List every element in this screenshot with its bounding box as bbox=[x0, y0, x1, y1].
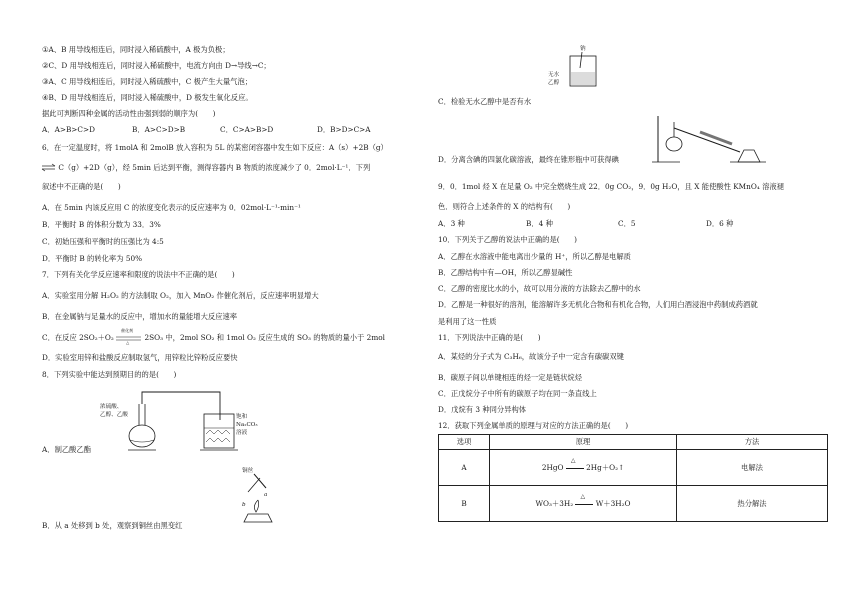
fig-label-ethanol: 乙醇 bbox=[548, 80, 560, 86]
table-row bbox=[439, 486, 828, 522]
q9-line-1: 9．0．1mol 烃 X 在足量 O₂ 中完全燃烧生成 22．0g CO₂，9．0g H₂O，且 X 能使酸性 KMnO₄ 溶液褪 bbox=[438, 182, 784, 191]
table-header-principle: 原理 bbox=[490, 435, 677, 450]
q6-option-d: D．平衡时 B 的转化率为 50% bbox=[42, 254, 143, 263]
q10-option-d-cont: 是利用了这一性质 bbox=[438, 317, 497, 326]
q9-options bbox=[438, 219, 734, 228]
q8-option-b: B．从 a 处移到 b 处，观察到铜丝由黑变红 bbox=[42, 521, 183, 530]
q5-item-1: ①A、B 用导线相连后，同时浸入稀硫酸中，A 极为负极； bbox=[42, 45, 230, 54]
reversible-arrow-icon bbox=[42, 164, 56, 172]
distillation-apparatus-figure bbox=[650, 112, 770, 164]
q8-option-d: D．分离含碘的四氯化碳溶液，最终在锥形瓶中可获得碘 bbox=[438, 155, 619, 164]
q9-option-a: A．3 种 bbox=[438, 219, 465, 228]
table-cell-principle: 2HgO △ 2Hg＋O₂↑ bbox=[490, 450, 677, 486]
table-cell-method: 热分解法 bbox=[677, 486, 828, 522]
q7-option-c: C．在反应 2SO₂＋O₂ 催化剂 △ 2SO₃ 中，2mol SO₂ 和 1mol O₂ 反应生成的 SO₃ 的物质的量小于 2mol bbox=[42, 328, 385, 345]
q11-stem: 11．下列说法中正确的是( ) bbox=[438, 333, 541, 342]
q6-line-3: 叙述中不正确的是( ) bbox=[42, 182, 121, 191]
q9-line-2: 色．则符合上述条件的 X 的结构有( ) bbox=[438, 202, 571, 211]
q5-ask: 据此可判断四种金属的活动性由强到弱的顺序为( ) bbox=[42, 109, 216, 118]
table-cell-option: B bbox=[439, 486, 490, 522]
heat-symbol: △ bbox=[570, 456, 576, 464]
q11-option-a: A．某烃的分子式为 C₃H₆，故该分子中一定含有碳碳双键 bbox=[438, 352, 624, 361]
table-header-option: 选项 bbox=[439, 435, 490, 450]
q10-option-c: C．乙醇的密度比水的小，故可以用分液的方法除去乙醇中的水 bbox=[438, 284, 641, 293]
q5-option-a: A．A>B>C>D bbox=[42, 125, 95, 134]
q9-option-d: D．6 种 bbox=[706, 219, 734, 228]
q6-option-a: A．在 5min 内该反应用 C 的浓度变化表示的反应速率为 0．02mol·L⁻¹·min⁻¹ bbox=[42, 203, 301, 212]
q12-stem: 12．获取下列金属单质的原理与对应的方法正确的是( ) bbox=[438, 421, 629, 430]
q7-stem: 7．下列有关化学反应速率和限度的说法中不正确的是( ) bbox=[42, 270, 235, 279]
q10-stem: 10．下列关于乙醇的说法中正确的是( ) bbox=[438, 235, 578, 244]
fig-label-solution: 溶液 bbox=[236, 430, 248, 436]
fig-label-saturated: 饱和 bbox=[236, 414, 248, 420]
q6-line-2: C（g）+2D（g），经 5min 后达到平衡，测得容器内 B 物质的浓度减少了 0．2mol·L⁻¹．下列 bbox=[42, 164, 370, 172]
reaction-line bbox=[575, 504, 593, 505]
q5-option-d: D．B>D>C>A bbox=[317, 125, 371, 134]
ethyl-acetate-apparatus-figure bbox=[100, 384, 258, 452]
fig-label-sodium: 钠 bbox=[580, 46, 586, 52]
copper-wire-flame-figure bbox=[224, 464, 284, 526]
q9-option-c: C．5 bbox=[618, 219, 636, 228]
q7-option-a: A．实验室用分解 H₂O₂ 的方法制取 O₂，加入 MnO₂ 作催化剂后，反应速率明显增大 bbox=[42, 291, 319, 300]
heat-symbol: △ bbox=[580, 492, 586, 500]
q6-option-c: C．初始压强和平衡时的压强比为 4:5 bbox=[42, 237, 164, 246]
table-row bbox=[439, 450, 828, 486]
q5-item-2: ②C、D 用导线相连后，同时浸入稀硫酸中，电流方向由 D→导线→C； bbox=[42, 61, 271, 70]
q11-option-d: D．戊烷有 3 种同分异构体 bbox=[438, 405, 527, 414]
q11-option-c: C．正戊烷分子中所有的碳原子均在同一条直线上 bbox=[438, 389, 597, 398]
q10-option-b: B．乙醇结构中有—OH，所以乙醇显碱性 bbox=[438, 268, 573, 277]
q8-stem: 8．下列实验中能达到预期目的的是( ) bbox=[42, 370, 177, 379]
fig-label-copper-wire: 铜丝 bbox=[242, 468, 254, 474]
q8-option-a: A．制乙酸乙酯 bbox=[42, 445, 92, 454]
table-header-method: 方法 bbox=[677, 435, 828, 450]
metal-extraction-table bbox=[438, 434, 828, 522]
q9-option-b: B．4 种 bbox=[526, 219, 553, 228]
q5-item-3: ③A、C 用导线相连后，同时浸入稀硫酸中，C 极产生大量气泡； bbox=[42, 77, 253, 86]
reaction-line bbox=[566, 468, 584, 469]
q5-item-4: ④B、D 用导线相连后，同时浸入稀硫酸中，D 极发生氧化反应。 bbox=[42, 93, 253, 102]
q8-option-c: C．检验无水乙醇中是否有水 bbox=[438, 97, 532, 106]
q5-options bbox=[42, 125, 371, 134]
fig-label-reagents-2: 乙醇、乙酸 bbox=[100, 412, 128, 418]
q6-line-1: 6．在一定温度时，将 1molA 和 2molB 放入容积为 5L 的某密闭容器中发生如下反应：A（s）+2B（g） bbox=[42, 143, 388, 152]
q11-option-b: B．碳原子间以单键相连的烃一定是链状烷烃 bbox=[438, 373, 583, 382]
q6-option-b: B．平衡时 B 的体积分数为 33．3% bbox=[42, 220, 161, 229]
q5-option-b: B．A>C>D>B bbox=[132, 125, 186, 134]
fig-label-na2co3: Na₂CO₃ bbox=[236, 422, 258, 428]
fig-label-b: b bbox=[242, 502, 246, 508]
fig-label-reagents-1: 浓硫酸、 bbox=[100, 404, 123, 410]
catalyst-equilibrium-sign: 催化剂 △ bbox=[116, 333, 142, 343]
table-cell-principle: WO₃＋3H₂ △ W＋3H₂O bbox=[490, 486, 677, 522]
q5-option-c: C．C>A>B>D bbox=[220, 125, 274, 134]
table-cell-method: 电解法 bbox=[677, 450, 828, 486]
table-cell-option: A bbox=[439, 450, 490, 486]
sodium-ethanol-figure bbox=[546, 42, 606, 98]
q10-option-a: A．乙醇在水溶液中能电离出少量的 H⁺，所以乙醇是电解质 bbox=[438, 252, 631, 261]
q10-option-d: D．乙醇是一种很好的溶剂，能溶解许多无机化合物和有机化合物，人们用白酒浸泡中药制成药酒就 bbox=[438, 300, 758, 309]
table-header-row bbox=[439, 435, 828, 450]
q7-option-d: D．实验室用锌和盐酸反应制取氢气，用锌粒比锌粉反应要快 bbox=[42, 353, 238, 362]
fig-label-a: a bbox=[264, 492, 268, 498]
fig-label-anhydrous: 无水 bbox=[548, 72, 560, 78]
q7-option-b: B．在金属钠与足量水的反应中，增加水的量能增大反应速率 bbox=[42, 312, 238, 321]
